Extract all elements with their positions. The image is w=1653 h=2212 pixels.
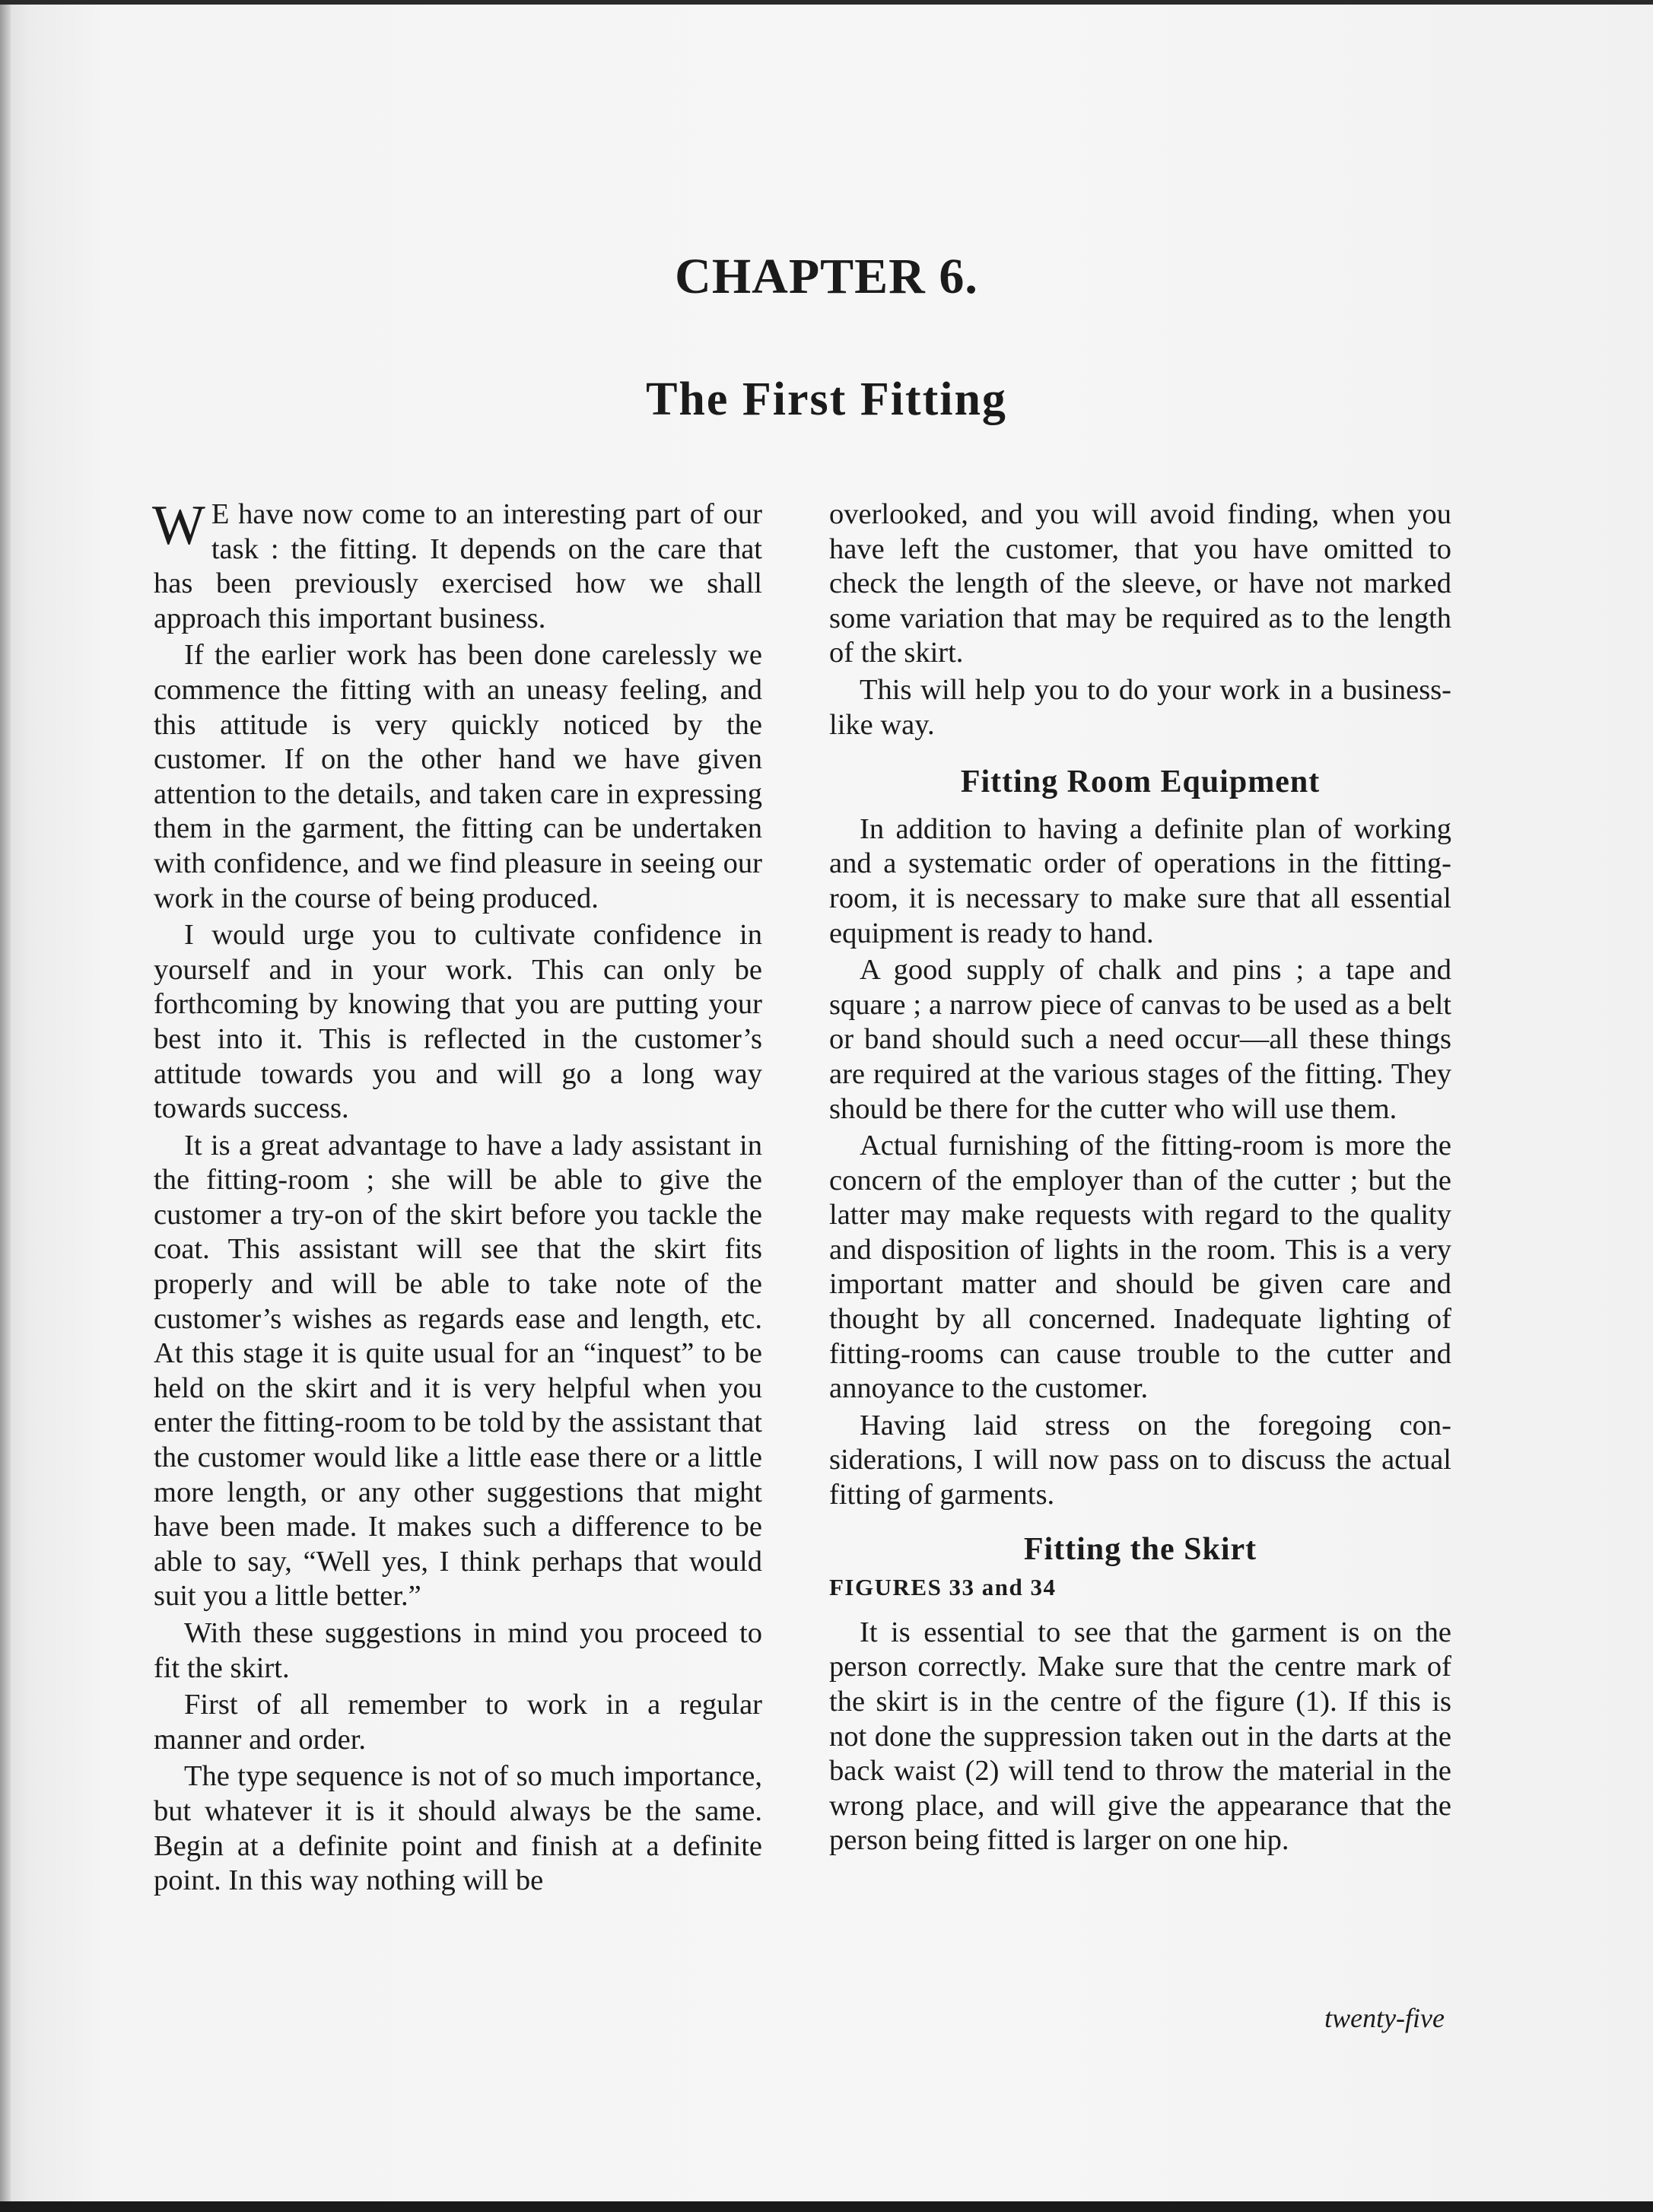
scan-edge-bottom (0, 2201, 1653, 2212)
paragraph: Having laid stress on the foregoing considerations, I will now pass on to discuss the actual fitting of garments. (829, 1409, 1451, 1511)
scan-edge-left (0, 0, 11, 2212)
paragraph: A good supply of chalk and pins ; a tape and square ; a narrow piece of canvas to be used as a belt or band should such a need occur—all these things are required at the various stages of the fitting. They should be there for the cutter who will use them. (829, 954, 1451, 1125)
paragraph: In addition to having a definite plan of working and a systematic order of operations in the fitting-room, it is necessary to make sure that all essential equipment is ready to hand. (829, 812, 1451, 949)
drop-cap: W (152, 494, 205, 557)
paragraph-continued: overlooked, and you will avoid finding, when you have left the customer, that you have omitted to check the length of the sleeve, or have not marked some variation that may be required as to the length of the skirt. (829, 498, 1451, 669)
section-heading-fitting-room-equipment: Fitting Room Equipment (960, 764, 1321, 800)
paragraph: It is a great advantage to have a lady assistant in the fitting-room ; she will be able to give the customer a try-on of the skirt before you tackle the coat. This assistant will see that the skirt fits properly and will be able to take note of the customer’s wishes as regards ease and length, etc. At this stage it is quite usual for an “inquest” to be held on the skirt and it is very helpful when you enter the fitting-room to be told by the assistant that the customer would like a little ease there or a little more length, or any other suggestions that might have been made. It makes such a difference to be able to say, “Well yes, I think perhaps that would suit you a little better.” (154, 1129, 762, 1613)
paragraph-intro-text: E have now come to an interesting part of our task : the fitting. It depends on the care that has been previously exercised how we shall approach this important business. (154, 498, 762, 634)
scan-edge-top (0, 0, 1653, 5)
figures-reference: FIGURES 33 and 34 (829, 1574, 1057, 1601)
paragraph: It is essential to see that the garment is on the person correctly. Make sure that the centre mark of the skirt is in the centre of the figure (1). If this is not done the suppression taken out in the darts at the back waist (2) will tend to throw the material in the wrong place, and will give the appearance that the person being fitted is larger on one hip. (829, 1616, 1451, 1857)
chapter-title: The First Fitting (646, 373, 1007, 425)
left-column (152, 494, 762, 1901)
paragraph: First of all remember to work in a regular manner and order. (154, 1689, 762, 1756)
paragraph: With these suggestions in mind you proceed to fit the skirt. (154, 1617, 762, 1684)
paragraph: I would urge you to cultivate confidence in yourself and in your work. This can only be forthcoming by knowing that you are putting your best into it. This is reflected in the customer’s attitude towards you and will go a long way towards success. (154, 919, 762, 1125)
paragraph-intro (152, 494, 762, 636)
paragraph: Actual furnishing of the fitting-room is more the concern of the employer than of the cutter ; but the latter may make requests with regard to the quality and disposition of lights in the room. This is a very important matter and should be given care and thought by all concerned. Inadequate lighting of fitting-rooms can cause trouble to the cutter and annoyance to the customer. (829, 1130, 1451, 1405)
paragraph: If the earlier work has been done carelessly we commence the fitting with an uneasy feeling, and this attitude is very quickly noticed by the customer. If on the other hand we have given attention to the details, and taken care in expressing them in the garment, the fitting can be undertaken with confidence, and we find pleasure in seeing our work in the course of being produced. (154, 639, 762, 914)
paragraph: This will help you to do your work in a business-like way. (829, 673, 1451, 741)
paragraph: The type sequence is not of so much importance, but whatever it is it should always be the same. Begin at a definite point and finish at a definite point. In this way nothing will be (154, 1760, 762, 1897)
page-number: twenty-five (1324, 2003, 1445, 2033)
section-heading-fitting-the-skirt: Fitting the Skirt (1023, 1531, 1257, 1567)
right-column (829, 497, 1451, 1861)
chapter-number: CHAPTER 6. (675, 249, 978, 304)
